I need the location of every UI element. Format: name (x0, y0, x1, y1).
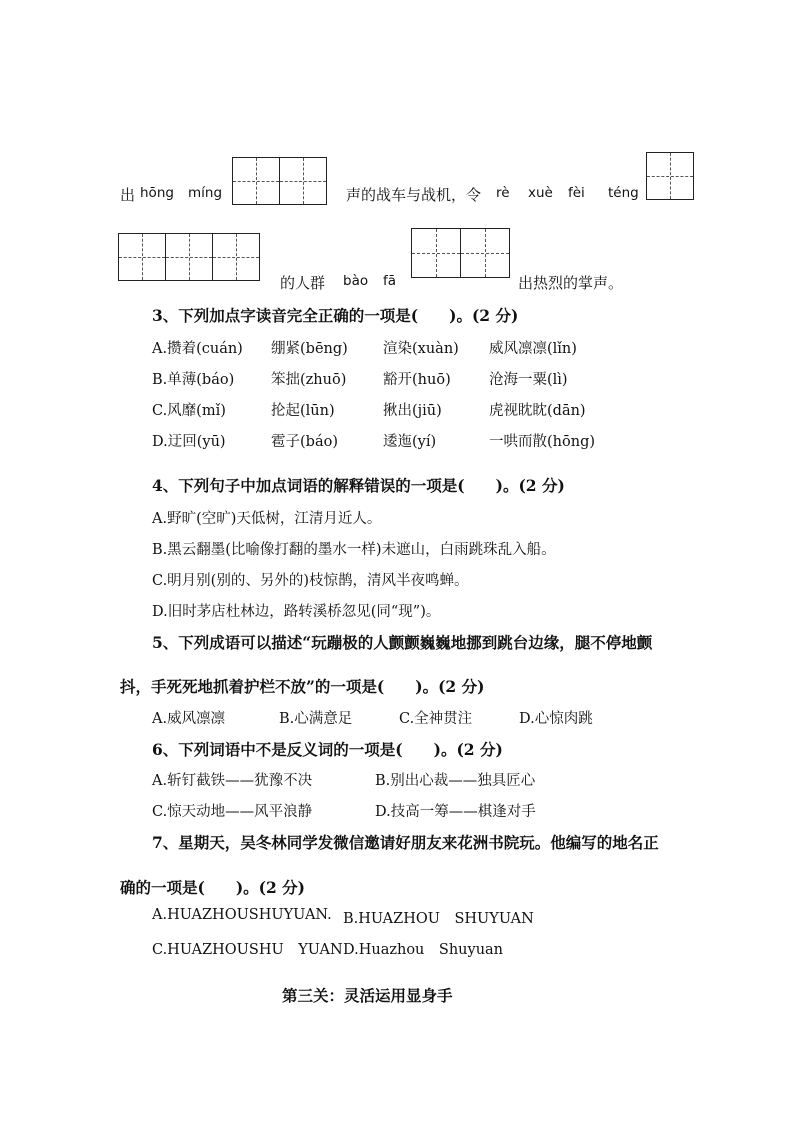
q2-pinyin-hong: hōng (140, 185, 174, 201)
q2-line2-end: 出热烈的掌声。 (518, 274, 624, 292)
q2-pinyin-re: rè (496, 185, 510, 201)
q4-option-a: A.野旷(空旷)天低树，江清月近人。 (152, 511, 382, 527)
q3-stem: 3、下列加点字读音完全正确的一项是( )。(2 分) (152, 306, 519, 325)
q3-option: 威风凛凛(lǐn) (489, 341, 577, 357)
q2-pinyin-fa: fā (383, 273, 397, 289)
q6-option-b: B.别出心裁——独具匠心 (375, 773, 536, 789)
q7-option-d: D.Huazhou Shuyuan (343, 942, 504, 958)
q6-option-c: C.惊天动地——风平浪静 (152, 804, 313, 820)
q3-option: 揪出(jiū) (383, 403, 442, 419)
q7-stem-line2: 确的一项是( )。(2 分) (120, 878, 306, 897)
q5-option-a: A.威风凛凛 (152, 711, 226, 727)
q2-pinyin-fei: fèi (568, 185, 585, 201)
q3-option: 绷紧(bēng) (271, 341, 348, 357)
q5-option-d: D.心惊肉跳 (519, 711, 593, 727)
q6-option-d: D.技高一筹——棋逢对手 (375, 804, 536, 820)
q7-option-a: A.HUAZHOUSHUYUAN. (152, 907, 332, 923)
char-box[interactable] (411, 228, 461, 278)
char-box[interactable] (279, 157, 327, 205)
q3-option: 一哄而散(hōng) (489, 434, 596, 450)
q3-option: 沧海一粟(lì) (489, 372, 568, 388)
q5-stem-line2: 抖，手死死地抓着护栏不放”的一项是( )。(2 分) (120, 677, 485, 696)
q6-option-a: A.斩钉截铁——犹豫不决 (152, 773, 313, 789)
q2-answer-boxes-2a[interactable] (646, 152, 694, 200)
q2-answer-boxes-3[interactable] (411, 228, 510, 278)
q7-stem-line1: 7、星期天，吴冬林同学发微信邀请好朋友来花洲书院玩。他编写的地名正 (152, 833, 659, 852)
q5-stem-line1: 5、下列成语可以描述“玩蹦极的人颤颤巍巍地挪到跳台边缘，腿不停地颤 (152, 633, 653, 652)
q3-option: 豁开(huō) (383, 372, 451, 388)
q3-option: D.迂回(yū) (152, 434, 226, 450)
q3-option: 虎视眈眈(dān) (489, 403, 586, 419)
char-box[interactable] (212, 233, 260, 281)
q3-option: C.风靡(mǐ) (152, 403, 226, 419)
q2-line1-prefix: 出 (120, 186, 136, 204)
q5-option-b: B.心满意足 (279, 711, 353, 727)
q4-option-c: C.明月别(别的、另外的)枝惊鹊，清风半夜鸣蝉。 (152, 573, 469, 589)
q2-answer-boxes-2b[interactable] (118, 233, 260, 281)
section-title: 第三关：灵活运用显身手 (282, 986, 453, 1005)
q2-pinyin-ming: míng (188, 185, 223, 201)
char-box[interactable] (460, 228, 510, 278)
char-box[interactable] (165, 233, 213, 281)
q5-option-c: C.全神贯注 (399, 711, 473, 727)
q2-pinyin-xue: xuè (528, 185, 553, 201)
q2-pinyin-teng: téng (608, 185, 639, 201)
char-box[interactable] (646, 152, 694, 200)
q3-option: B.单薄(báo) (152, 372, 235, 388)
q6-stem: 6、下列词语中不是反义词的一项是( )。(2 分) (152, 740, 503, 759)
q4-option-d: D.旧时茅店杜林边，路转溪桥忽见(同“现”)。 (152, 604, 441, 620)
q3-option: 笨拙(zhuō) (271, 372, 347, 388)
q4-stem: 4、下列句子中加点词语的解释错误的一项是( )。(2 分) (152, 476, 565, 495)
q7-option-c: C.HUAZHOUSHU YUAN (152, 942, 343, 958)
q2-pinyin-bao: bào (343, 273, 369, 289)
q3-option: 逶迤(yí) (383, 434, 437, 450)
char-box[interactable] (232, 157, 280, 205)
char-box[interactable] (118, 233, 166, 281)
q3-option: 渲染(xuàn) (383, 341, 459, 357)
q2-answer-boxes-1[interactable] (232, 157, 327, 205)
q2-line1-mid: 声的战车与战机，令 (346, 186, 482, 204)
q3-option: 雹子(báo) (271, 434, 338, 450)
q2-line2-mid: 的人群 (280, 274, 326, 292)
q3-option: 抡起(lūn) (271, 403, 335, 419)
q4-option-b: B.黑云翻墨(比喻像打翻的墨水一样)未遮山，白雨跳珠乱入船。 (152, 542, 556, 558)
q7-option-b: B.HUAZHOU SHUYUAN (343, 911, 534, 927)
q3-option: A.攒着(cuán) (152, 341, 243, 357)
